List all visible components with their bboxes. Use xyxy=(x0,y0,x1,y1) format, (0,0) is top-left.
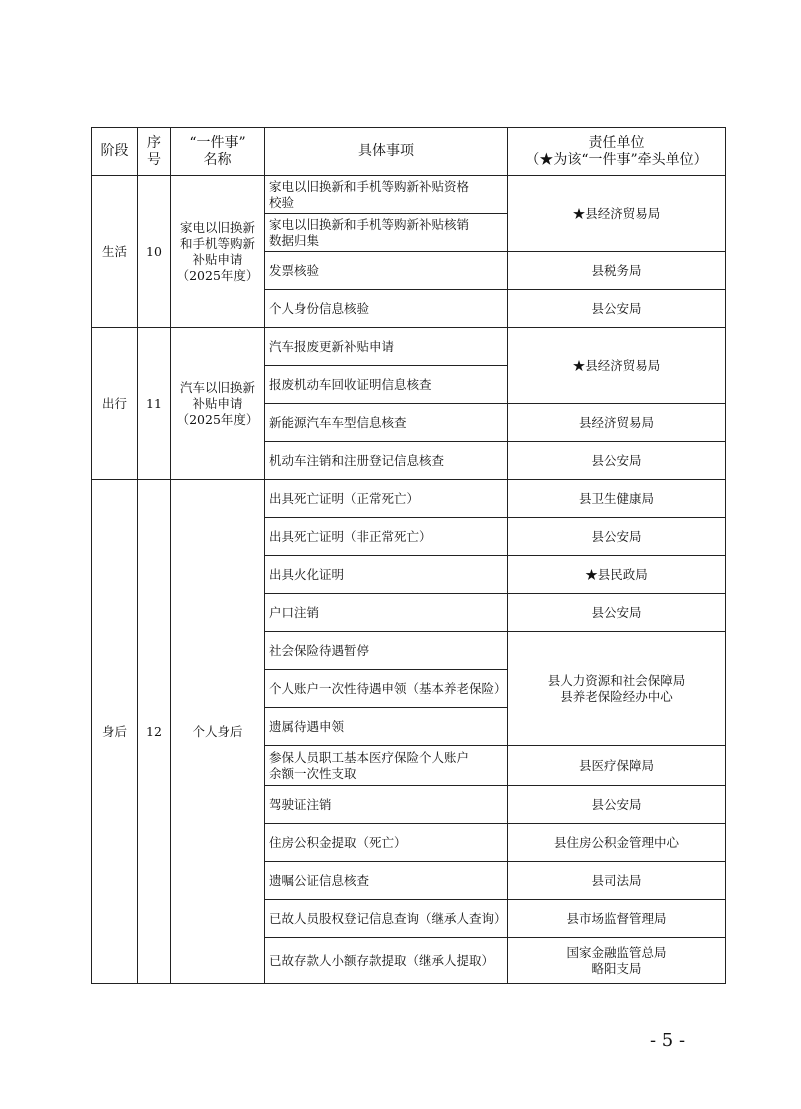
stage-cell: 生活 xyxy=(92,176,138,328)
item-cell: 参保人员职工基本医疗保险个人账户 余额一次性支取 xyxy=(265,746,508,786)
unit-cell: 县公安局 xyxy=(508,518,726,556)
event-name-cell: 家电以旧换新 和手机等购新 补贴申请 （2025年度） xyxy=(171,176,265,328)
unit-cell: 县经济贸易局 xyxy=(508,404,726,442)
unit-cell: 县市场监督管理局 xyxy=(508,900,726,938)
item-cell: 已故人员股权登记信息查询（继承人查询） xyxy=(265,900,508,938)
unit-cell: ★县经济贸易局 xyxy=(508,176,726,252)
item-cell: 发票核验 xyxy=(265,252,508,290)
event-name-cell: 个人身后 xyxy=(171,480,265,984)
seq-cell: 12 xyxy=(138,480,171,984)
item-cell: 报废机动车回收证明信息核查 xyxy=(265,366,508,404)
seq-cell: 10 xyxy=(138,176,171,328)
item-cell: 遗嘱公证信息核查 xyxy=(265,862,508,900)
item-cell: 家电以旧换新和手机等购新补贴核销 数据归集 xyxy=(265,214,508,252)
header-unit: 责任单位 （★为该“一件事”牵头单位） xyxy=(508,128,726,176)
header-items: 具体事项 xyxy=(265,128,508,176)
header-name: “一件事” 名称 xyxy=(171,128,265,176)
item-cell: 社会保险待遇暂停 xyxy=(265,632,508,670)
item-cell: 遗属待遇申领 xyxy=(265,708,508,746)
unit-cell: 县公安局 xyxy=(508,442,726,480)
header-seq: 序 号 xyxy=(138,128,171,176)
unit-cell: ★县经济贸易局 xyxy=(508,328,726,404)
table-row xyxy=(92,176,726,214)
item-cell: 个人身份信息核验 xyxy=(265,290,508,328)
item-cell: 出具火化证明 xyxy=(265,556,508,594)
item-cell: 户口注销 xyxy=(265,594,508,632)
event-name-cell: 汽车以旧换新 补贴申请 （2025年度） xyxy=(171,328,265,480)
item-cell: 机动车注销和注册登记信息核查 xyxy=(265,442,508,480)
item-cell: 驾驶证注销 xyxy=(265,786,508,824)
unit-cell: 县卫生健康局 xyxy=(508,480,726,518)
item-cell: 家电以旧换新和手机等购新补贴资格 校验 xyxy=(265,176,508,214)
unit-cell: 县司法局 xyxy=(508,862,726,900)
table-row xyxy=(92,480,726,518)
item-cell: 出具死亡证明（非正常死亡） xyxy=(265,518,508,556)
unit-cell: 县公安局 xyxy=(508,786,726,824)
table-row xyxy=(92,328,726,366)
item-cell: 汽车报废更新补贴申请 xyxy=(265,328,508,366)
unit-cell: 县住房公积金管理中心 xyxy=(508,824,726,862)
stage-cell: 出行 xyxy=(92,328,138,480)
item-cell: 住房公积金提取（死亡） xyxy=(265,824,508,862)
item-cell: 个人账户一次性待遇申领（基本养老保险） xyxy=(265,670,508,708)
stage-cell: 身后 xyxy=(92,480,138,984)
unit-cell: 县医疗保障局 xyxy=(508,746,726,786)
item-cell: 已故存款人小额存款提取（继承人提取） xyxy=(265,938,508,984)
page-number: - 5 - xyxy=(650,1030,686,1051)
item-cell: 出具死亡证明（正常死亡） xyxy=(265,480,508,518)
responsibility-table xyxy=(91,127,726,984)
unit-cell: ★县民政局 xyxy=(508,556,726,594)
item-cell: 新能源汽车车型信息核查 xyxy=(265,404,508,442)
seq-cell: 11 xyxy=(138,328,171,480)
header-stage: 阶段 xyxy=(92,128,138,176)
unit-cell: 县公安局 xyxy=(508,290,726,328)
table-header-row xyxy=(92,128,726,176)
unit-cell: 县公安局 xyxy=(508,594,726,632)
unit-cell: 县税务局 xyxy=(508,252,726,290)
unit-cell: 国家金融监管总局 略阳支局 xyxy=(508,938,726,984)
unit-cell: 县人力资源和社会保障局 县养老保险经办中心 xyxy=(508,632,726,746)
